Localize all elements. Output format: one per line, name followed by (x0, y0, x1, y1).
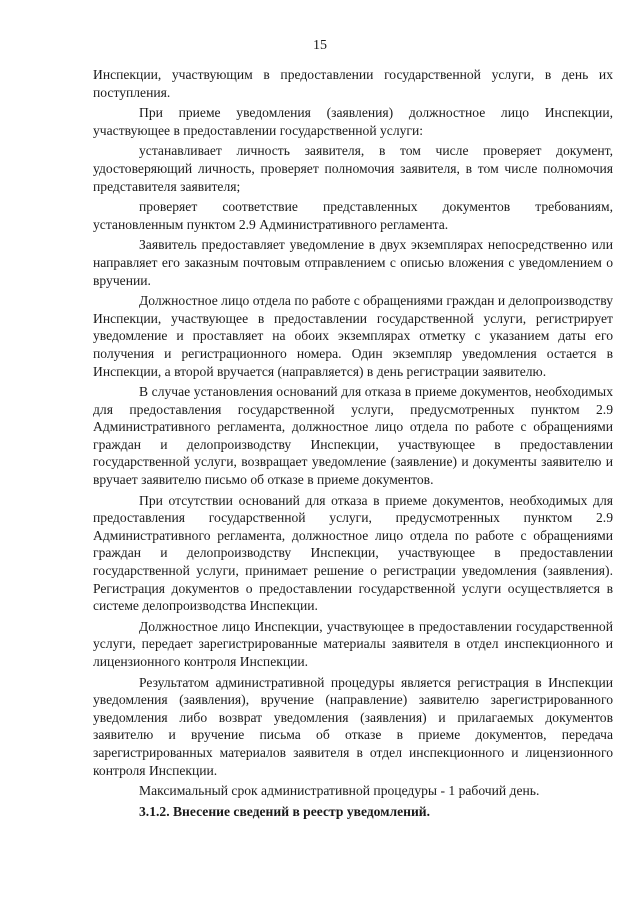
paragraph: При отсутствии оснований для отказа в приеме документов, необходимых для предоставления государственной услуги, предусмотренных пунктом 2.9 Административного регламента, должностное лицо отдела по работе с обращениями граждан и делопроизводству Инспекции, участвующее в предоставлении государственной услуги, принимает решение о регистрации уведомления (заявления). Регистрация документов о предоставлении государственной услуги осуществляется в системе делопроизводства Инспекции. (93, 492, 613, 614)
paragraph: Максимальный срок административной процедуры - 1 рабочий день. (139, 783, 540, 799)
paragraph: Заявитель предоставляет уведомление в двух экземплярах непосредственно или направляет его заказным почтовым отправлением с описью вложения с уведомлением о вручении. (93, 237, 613, 288)
paragraph: проверяет соответствие представленных документов требованиям, установленным пунктом 2.9 Административного регламента. (93, 199, 613, 232)
document-body (93, 66, 613, 823)
paragraph: Результатом административной процедуры является регистрация в Инспекции уведомления (заявления), вручение (направление) заявителю зарегистрированного уведомления либо возврат уведомления (заявления) и прилагаемых документов заявителю и вручение письма об отказе в приеме документов, передача зарегистрированных материалов заявителя в отдел инспекционного и лицензионного контроля Инспекции. (93, 674, 613, 778)
paragraph: В случае установления оснований для отказа в приеме документов, необходимых для предоставления государственной услуги, предусмотренных пунктом 2.9 Административного регламента, должностное лицо отдела по работе с обращениями граждан и делопроизводству Инспекции, участвующее в предоставлении государственной услуги, возвращает уведомление (заявление) и документы заявителю и вручает заявителю письмо об отказе в приеме документов. (93, 384, 613, 488)
paragraph: Должностное лицо Инспекции, участвующее в предоставлении государственной услуги, передает зарегистрированные материалы заявителя в отдел инспекционного и лицензионного контроля Инспекции. (93, 618, 613, 669)
paragraph: При приеме уведомления (заявления) должностное лицо Инспекции, участвующее в предоставлении государственной услуги: (93, 105, 613, 138)
page-number: 15 (313, 38, 327, 53)
paragraph: Инспекции, участвующим в предоставлении государственной услуги, в день их поступления. (93, 67, 613, 100)
section-heading: 3.1.2. Внесение сведений в реестр уведомлений. (139, 803, 431, 819)
paragraph: устанавливает личность заявителя, в том числе проверяет документ, удостоверяющий личность, проверяет полномочия заявителя, в том числе полномочия представителя заявителя; (93, 143, 613, 194)
paragraph: Должностное лицо отдела по работе с обращениями граждан и делопроизводству Инспекции, участвующее в предоставлении государственной услуги, регистрирует уведомление и проставляет на обоих экземплярах отметку с указанием даты его получения и регистрационного номера. Один экземпляр уведомления остается в Инспекции, а второй вручается (направляется) в день регистрации заявителю. (93, 293, 613, 379)
